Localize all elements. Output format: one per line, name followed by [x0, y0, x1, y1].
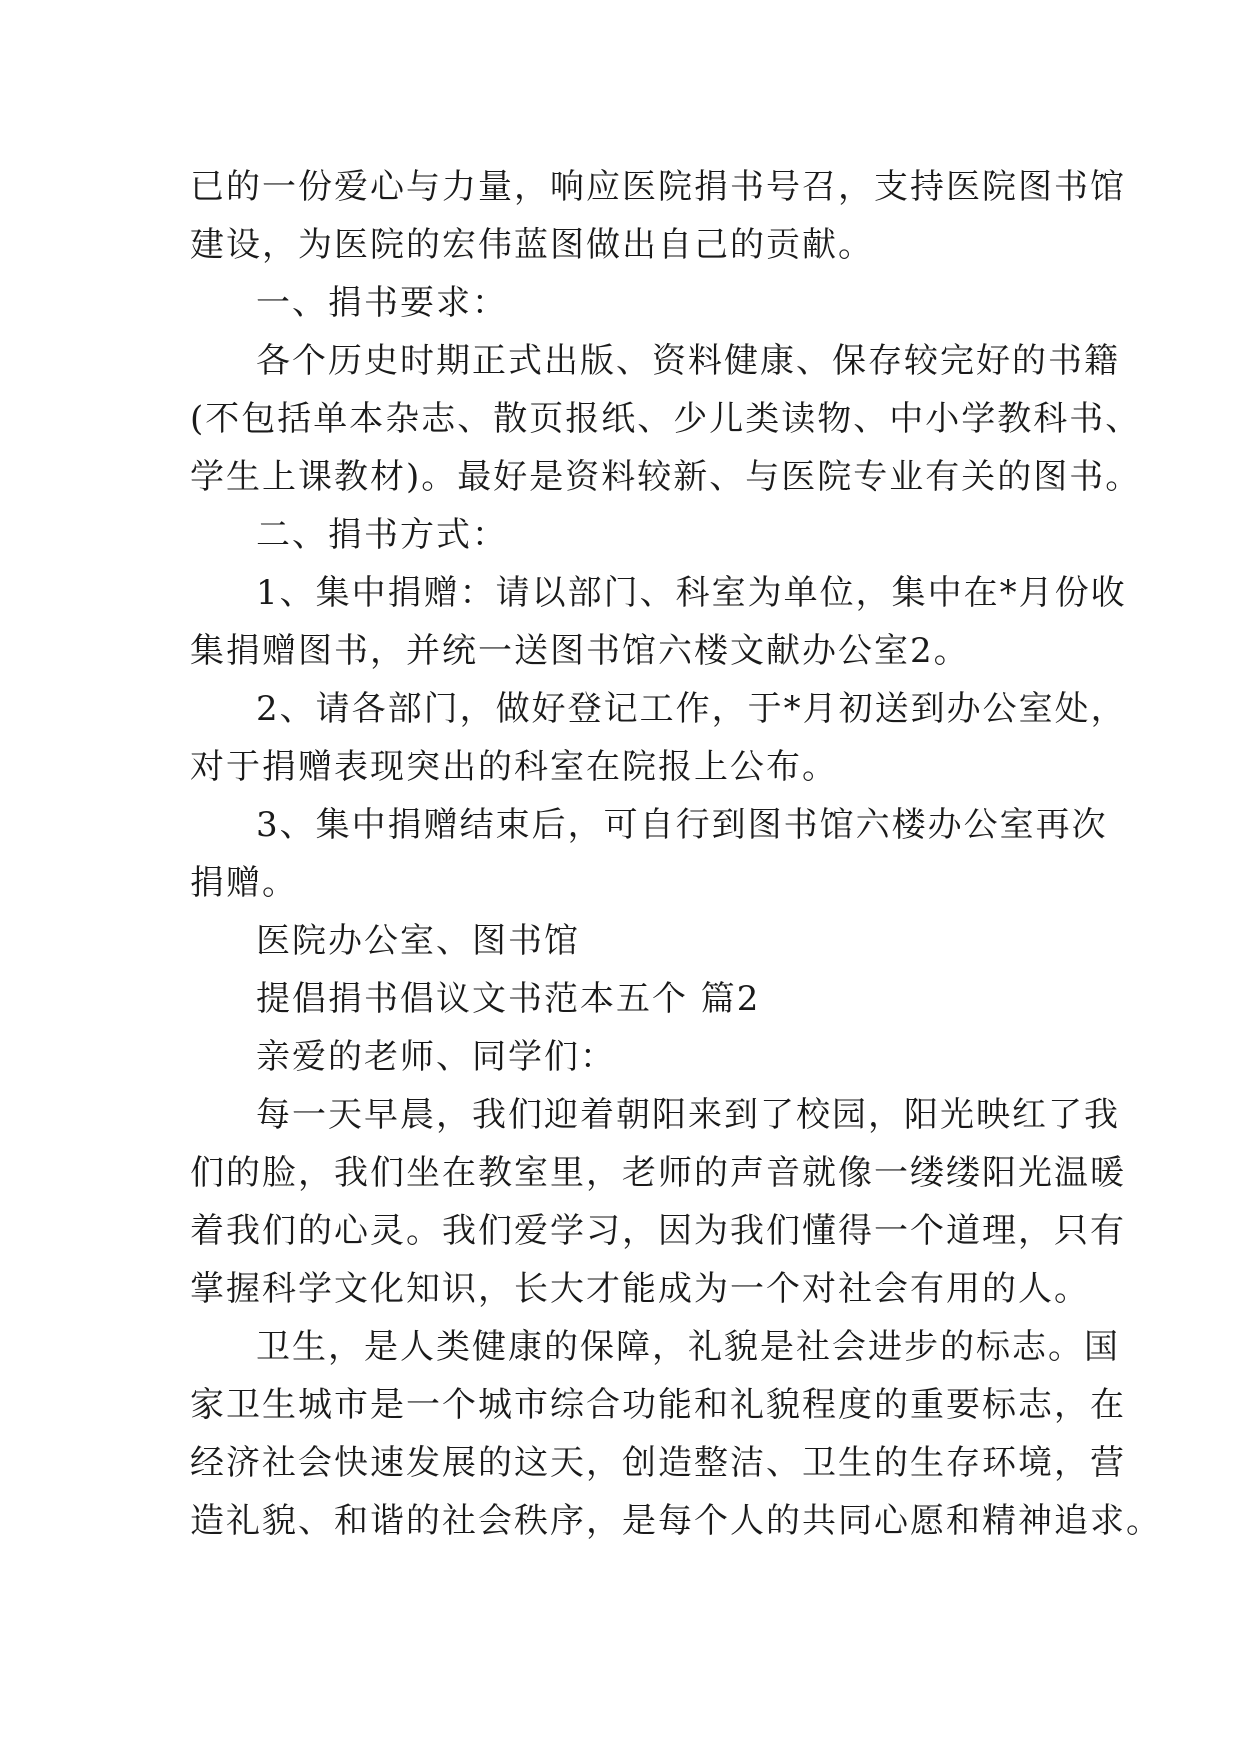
paragraph [190, 622, 1070, 680]
paragraph [190, 680, 1127, 738]
text-line: 家卫生城市是一个城市综合功能和礼貌程度的重要标志，在 [190, 1385, 1126, 1425]
text-line: 每一天早晨，我们迎着朝阳来到了校园，阳光映红了我 [256, 1095, 1120, 1135]
paragraph [190, 738, 1070, 796]
text-line: 二、捐书方式： [256, 515, 508, 555]
paragraph [190, 796, 1108, 854]
paragraph [190, 1144, 1126, 1318]
text-line: 们的脸，我们坐在教室里，老师的声音就像一缕缕阳光温暖 [190, 1153, 1126, 1193]
text-line: 卫生，是人类健康的保障，礼貌是社会进步的标志。国 [256, 1327, 1120, 1367]
paragraph [190, 332, 1120, 390]
paragraph [190, 1376, 1162, 1550]
text-line: 经济社会快速发展的这天，创造整洁、卫生的生存环境，营 [190, 1443, 1126, 1483]
paragraph [190, 1028, 1070, 1086]
paragraph [190, 158, 1126, 274]
text-line: 捐赠。 [190, 863, 298, 903]
text-line: 对于捐赠表现突出的科室在院报上公布。 [190, 747, 838, 787]
text-line: 提倡捐书倡议文书范本五个 篇2 [256, 979, 761, 1019]
text-line: 学生上课教材)。最好是资料较新、与医院专业有关的图书。 [190, 457, 1142, 497]
paragraph [190, 274, 1070, 332]
text-line: 已的一份爱心与力量，响应医院捐书号召，支持医院图书馆 [190, 167, 1126, 207]
paragraph [190, 970, 1070, 1028]
paragraph [190, 1318, 1120, 1376]
paragraph [190, 854, 1070, 912]
text-line: 3、集中捐赠结束后，可自行到图书馆六楼办公室再次 [256, 805, 1108, 845]
paragraph [190, 390, 1142, 506]
text-line: 各个历史时期正式出版、资料健康、保存较完好的书籍 [256, 341, 1120, 381]
document-body [190, 158, 1162, 1550]
paragraph [190, 564, 1127, 622]
text-line: (不包括单本杂志、散页报纸、少儿类读物、中小学教科书、 [190, 399, 1142, 439]
paragraph [190, 1086, 1120, 1144]
text-line: 造礼貌、和谐的社会秩序，是每个人的共同心愿和精神追求。 [190, 1501, 1162, 1541]
text-line: 亲爱的老师、同学们： [256, 1037, 616, 1077]
paragraph [190, 912, 1070, 970]
text-line: 掌握科学文化知识，长大才能成为一个对社会有用的人。 [190, 1269, 1090, 1309]
text-line: 2、请各部门，做好登记工作，于*月初送到办公室处， [256, 689, 1127, 729]
text-line: 建设，为医院的宏伟蓝图做出自己的贡献。 [190, 225, 874, 265]
text-line: 一、捐书要求： [256, 283, 508, 323]
text-line: 医院办公室、图书馆 [256, 921, 580, 961]
text-line: 1、集中捐赠：请以部门、科室为单位，集中在*月份收 [256, 573, 1127, 613]
text-line: 着我们的心灵。我们爱学习，因为我们懂得一个道理，只有 [190, 1211, 1126, 1251]
text-line: 集捐赠图书，并统一送图书馆六楼文献办公室2。 [190, 631, 970, 671]
paragraph [190, 506, 1070, 564]
